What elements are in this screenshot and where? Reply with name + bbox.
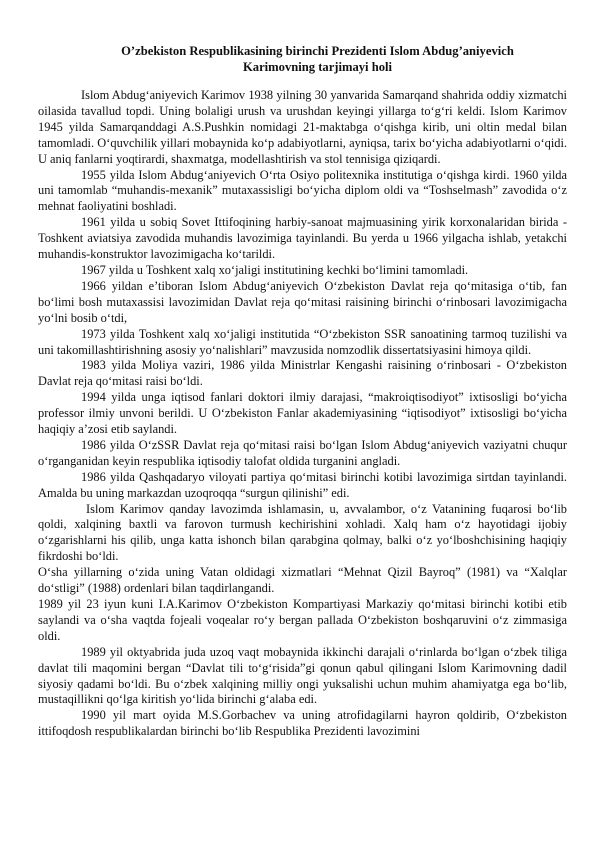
paragraph-6: 1973 yilda Toshkent xalq xo‘jaligi institutida “O‘zbekiston SSR sanoatining tarmoq tuzilishi va uni takomillashtirishning asosiy yo‘nalishlari” mavzusida nomzodlik dissertatsiyasini himoya qildi. bbox=[38, 326, 567, 357]
paragraph-10: 1986 yilda Qashqadaryo viloyati partiya qo‘mitasi birinchi kotibi lavozimiga sirtdan tayinlandi. Amalda bu uning markazdan uzoqroqqa “surgun qilinishi” edi. bbox=[38, 469, 567, 500]
paragraph-2: 1955 yilda Islom Abdug‘aniyevich O‘rta Osiyo politexnika institutiga o‘qishga kirdi. 1960 yilda uni tamomlab “muhandis-mexanik” mutaxassisligi bo‘yicha diplom oldi va “Toshselmash” zavodida o‘z mehnat faoliyatini boshladi. bbox=[38, 167, 567, 214]
paragraph-5: 1966 yildan e’tiboran Islom Abdug‘aniyevich O‘zbekiston Davlat reja qo‘mitasiga o‘tib, fan bo‘limi bosh mutaxassisi lavozimidan Davlat reja qo‘mitasi raisining birinchi o‘rinbosari lavozimigacha yo‘lni bosib o‘tdi, bbox=[38, 278, 567, 325]
paragraph-8: 1994 yilda unga iqtisod fanlari doktori ilmiy darajasi, “makroiqtisodiyot” ixtisosligi bo‘yicha professor ilmiy unvoni berildi. U O‘zbekiston Fanlar akademiyasining “iqtisodiyot” ixtisosligi bo‘yicha haqiqiy a’zosi etib saylandi. bbox=[38, 390, 567, 437]
paragraph-11: Islom Karimov qanday lavozimda ishlamasin, u, avvalambor, o‘z Vatanining fuqarosi bo‘lib qoldi, xalqining baxtli va farovon turmush kechirishini xohladi. Xalq ham o‘z hayotidagi ijobiy o‘zgarishlarni his qilib, unga katta ishonch bilan qarabgina qolmay, balki o‘z yo‘lboshchisining haqiqiy fikrdoshi bo‘ldi. bbox=[38, 501, 567, 564]
paragraph-15: 1990 yil mart oyida M.S.Gorbachev va uning atrofidagilarni hayron qoldirib, O‘zbekiston ittifoqdosh respublikalardan birinchi bo‘lib Respublika Prezidenti lavozimini bbox=[38, 708, 567, 739]
title-line-1: O’zbekiston Respublikasining birinchi Prezidenti Islom Abdug’aniyevich bbox=[121, 44, 514, 58]
paragraph-1: Islom Abdug‘aniyevich Karimov 1938 yilning 30 yanvarida Samarqand shahrida oddiy xizmatchi oilasida tavallud topdi. Uning bolaligi urush va urushdan keyingi yillarga to‘g‘ri keldi. Islom Karimov 1945 yilda Samarqanddagi A.S.Pushkin nomidagi 21-maktabga o‘qishga kirib, uni oltin medal bilan tamomladi. O‘quvchilik yillari mobaynida ko‘p adabiyotlarni, ayniqsa, tarix bo‘yicha adabiyotlarni o‘qidi. U aniq fanlarni yoqtirardi, shaxmatga, modellashtirish va stol tennisiga qiziqardi. bbox=[38, 88, 567, 166]
paragraph-13: 1989 yil 23 iyun kuni I.A.Karimov O‘zbekiston Kompartiyasi Markaziy qo‘mitasi birinchi kotibi etib saylandi va o‘sha vaqtda fojeali voqealar ro‘y bergan pallada O‘zbekiston boshqaruvini o‘z zimmasiga oldi. bbox=[38, 597, 567, 643]
paragraph-14: 1989 yil oktyabrida juda uzoq vaqt mobaynida ikkinchi darajali o‘rinlarda bo‘lgan o‘zbek tiliga davlat tili maqomini bergan “Davlat tili to‘g‘risida”gi qonun qabul qilingani Islom Karimovning dadil siyosiy qadami bo‘ldi. Bu o‘zbek xalqining milliy ongi yuksalishi uchun muhim ahamiyatga ega bo‘lib, mustaqillikni qo‘lga kiritish yo‘lida birinchi g‘alaba edi. bbox=[38, 644, 567, 707]
paragraph-9: 1986 yilda O‘zSSR Davlat reja qo‘mitasi raisi bo‘lgan Islom Abdug‘aniyevich vaziyatni chuqur o‘rganganidan keyin respublika iqtisodiy talofat oldida turganini angladi. bbox=[38, 437, 567, 468]
paragraph-4: 1967 yilda u Toshkent xalq xo‘jaligi institutining kechki bo‘limini tamomladi. bbox=[81, 262, 469, 277]
paragraph-12: O‘sha yillarning o‘zida uning Vatan oldidagi xizmatlari “Mehnat Qizil Bayroq” (1981) va “Xalqlar do‘stligi” (1988) ordenlari bilan taqdirlangandi. bbox=[38, 565, 567, 596]
page-title bbox=[38, 43, 567, 75]
title-line-2: Karimovning tarjimayi holi bbox=[242, 60, 393, 74]
paragraph-3: 1961 yilda u sobiq Sovet Ittifoqining harbiy-sanoat majmuasining yirik korxonalaridan birida - Toshkent aviatsiya zavodida muhandis lavozimiga tayinlandi. Bu yerda u 1966 yilgacha ishlab, yetakchi muhandis-konstruktor lavozimigacha ko‘tarildi. bbox=[38, 215, 567, 262]
paragraph-7: 1983 yilda Moliya vaziri, 1986 yilda Ministrlar Kengashi raisining o‘rinbosari - O‘zbekiston Davlat reja qo‘mitasi raisi bo‘ldi. bbox=[38, 358, 567, 389]
